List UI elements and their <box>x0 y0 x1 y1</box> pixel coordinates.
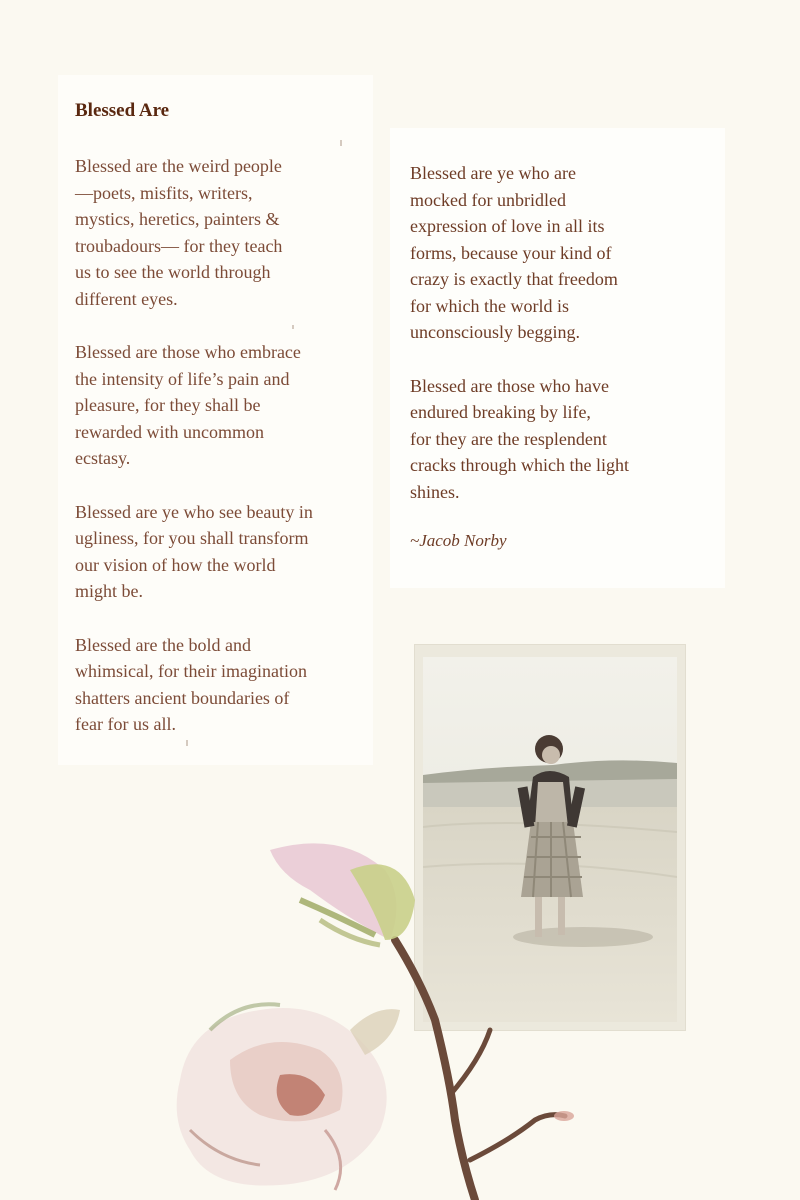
paper-speck <box>186 740 188 746</box>
paper-speck <box>340 140 342 146</box>
paper-speck <box>292 325 294 329</box>
magnolia-watercolor-illustration <box>150 830 610 1200</box>
stanza-bold-whimsical: Blessed are the bold and whimsical, for their imagination shatters ancient boundaries of fear for us all. <box>75 634 307 734</box>
stanza-weird-people: Blessed are the weird people —poets, misfits, writers, mystics, heretics, painters & troubadours— for they teach us to see the world through different eyes. <box>75 156 283 309</box>
author-attribution: ~Jacob Norby <box>410 531 507 550</box>
left-column <box>75 153 375 765</box>
stanza-intensity: Blessed are those who embrace the intensity of life’s pain and pleasure, for they shall be rewarded with uncommon ecstasy. <box>75 342 301 468</box>
stanza-breaking: Blessed are those who have endured breaking by life, for they are the resplendent cracks through which the light shines. <box>410 375 629 502</box>
stanza-beauty-in-ugliness: Blessed are ye who see beauty in ugliness, for you shall transform our vision of how the world might be. <box>75 501 313 601</box>
right-column <box>410 160 710 572</box>
stanza-mocked: Blessed are ye who are mocked for unbridled expression of love in all its forms, because your kind of crazy is exactly that freedom for which the world is unconsciously begging. <box>410 163 618 342</box>
poem-title: Blessed Are <box>75 100 170 121</box>
